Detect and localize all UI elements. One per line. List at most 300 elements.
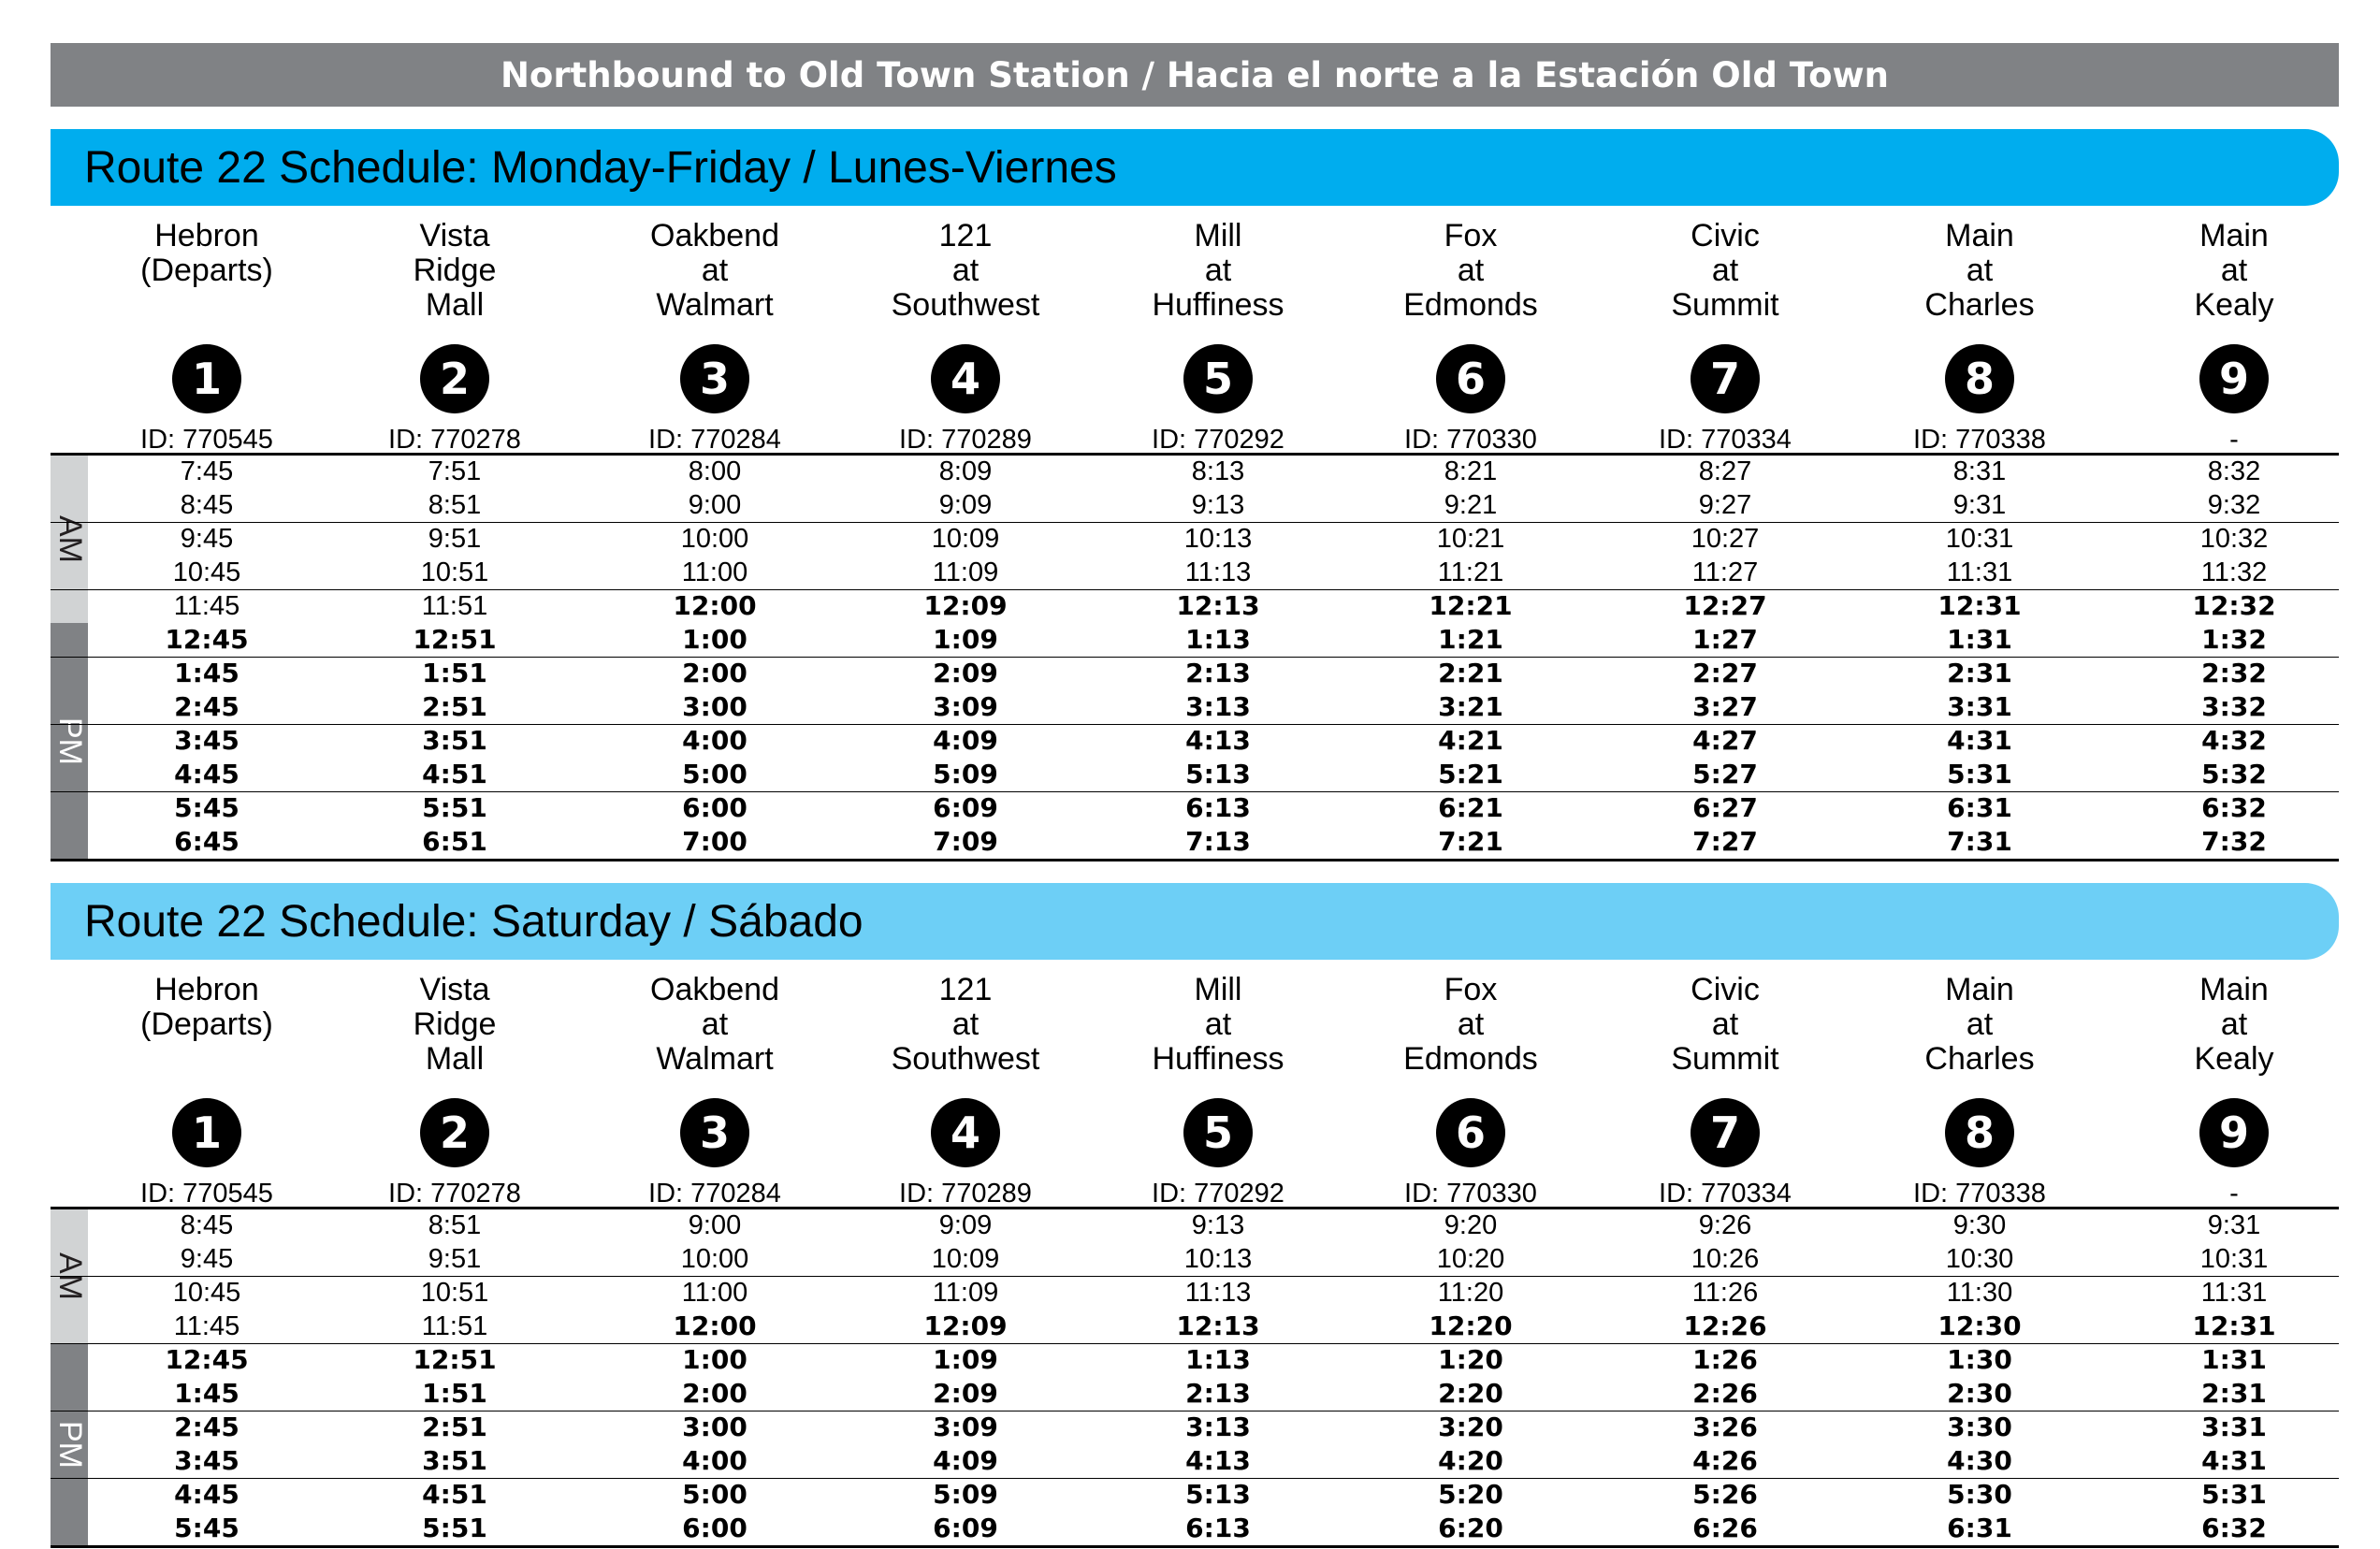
time-cell: 1:13 bbox=[1185, 1344, 1251, 1375]
stop-column-header bbox=[1858, 218, 2101, 455]
time-cell: 1:30 bbox=[1947, 1344, 2012, 1375]
time-cell: 10:51 bbox=[420, 1278, 489, 1308]
time-cell: 6:27 bbox=[1692, 792, 1758, 823]
stop-name bbox=[844, 219, 1087, 336]
time-cell: 3:45 bbox=[174, 725, 239, 756]
time-cell: 5:31 bbox=[2201, 1479, 2267, 1510]
stop-column-header bbox=[844, 972, 1087, 1209]
stop-column-header bbox=[593, 218, 836, 455]
stop-id: ID: 770338 bbox=[1913, 425, 2046, 455]
time-cell: 9:30 bbox=[1952, 1210, 2007, 1240]
stop-name bbox=[1096, 973, 1340, 1090]
time-cell: 1:51 bbox=[422, 1378, 487, 1409]
stop-name bbox=[593, 973, 836, 1090]
time-cell: 4:30 bbox=[1947, 1445, 2012, 1476]
time-cell: 8:13 bbox=[1191, 456, 1245, 486]
time-cell: 11:26 bbox=[1691, 1278, 1759, 1308]
time-cell: 1:00 bbox=[682, 1344, 747, 1375]
stop-id: ID: 770334 bbox=[1659, 1179, 1792, 1209]
stop-id: ID: 770289 bbox=[899, 1179, 1032, 1209]
stop-number-badge: 7 bbox=[1691, 1098, 1760, 1167]
stop-name-line: at bbox=[951, 253, 980, 288]
stop-column-header bbox=[333, 218, 576, 455]
time-cell: 10:32 bbox=[2199, 524, 2269, 554]
time-cell: 10:13 bbox=[1183, 524, 1253, 554]
stop-name bbox=[1858, 973, 2101, 1090]
stop-name-line: Walmart bbox=[656, 1041, 774, 1077]
time-cell: 9:51 bbox=[428, 1244, 482, 1274]
stop-name-line: Edmonds bbox=[1403, 1041, 1538, 1077]
stop-name-line: at bbox=[1711, 253, 1739, 288]
pm-band bbox=[51, 623, 88, 859]
stop-name-line: Mill bbox=[1194, 972, 1242, 1007]
stop-column-header bbox=[844, 218, 1087, 455]
stop-number-badge: 7 bbox=[1691, 344, 1760, 413]
time-cell: 12:51 bbox=[413, 624, 497, 655]
time-cell: 2:26 bbox=[1692, 1378, 1758, 1409]
time-cell: 9:13 bbox=[1191, 490, 1245, 520]
time-cell: 4:00 bbox=[682, 725, 747, 756]
time-cell: 9:09 bbox=[938, 490, 993, 520]
time-cell: 8:09 bbox=[938, 456, 993, 486]
stop-column-header bbox=[333, 972, 576, 1209]
time-cell: 10:09 bbox=[931, 1244, 1000, 1274]
stop-number-badge: 2 bbox=[420, 1098, 489, 1167]
stop-name bbox=[2112, 219, 2356, 336]
time-cell: 8:51 bbox=[428, 1210, 482, 1240]
schedule-table bbox=[51, 455, 2339, 862]
stop-id: ID: 770284 bbox=[648, 1179, 781, 1209]
time-cell: 2:00 bbox=[682, 658, 747, 688]
time-cell: 10:21 bbox=[1436, 524, 1505, 554]
stop-name-line: Mall bbox=[425, 1041, 485, 1077]
time-cell: 1:09 bbox=[933, 624, 998, 655]
stop-name-line: Kealy bbox=[2194, 1041, 2274, 1077]
stop-name-line: Main bbox=[1945, 972, 2014, 1007]
stop-name-line: Mall bbox=[425, 287, 485, 323]
time-cell: 11:51 bbox=[421, 1311, 488, 1341]
stop-name bbox=[85, 973, 328, 1090]
time-cell: 5:30 bbox=[1947, 1479, 2012, 1510]
time-cell: 6:09 bbox=[933, 792, 998, 823]
schedule-title: Route 22 Schedule: Monday-Friday / Lunes-Viernes bbox=[84, 142, 1117, 193]
time-cell: 9:45 bbox=[180, 1244, 234, 1274]
stop-name-line: at bbox=[1711, 1006, 1739, 1042]
time-cell: 12:00 bbox=[673, 1310, 757, 1341]
stop-column-header bbox=[2112, 972, 2356, 1209]
time-cell: 1:27 bbox=[1692, 624, 1758, 655]
stop-name-line: Southwest bbox=[891, 287, 1040, 323]
time-cell: 4:21 bbox=[1438, 725, 1503, 756]
time-cell: 5:13 bbox=[1185, 759, 1251, 789]
time-cell: 9:00 bbox=[688, 490, 742, 520]
time-cell: 9:51 bbox=[428, 524, 482, 554]
stop-number-badge: 5 bbox=[1183, 1098, 1253, 1167]
stop-number-badge: 8 bbox=[1945, 344, 2014, 413]
time-cell: 8:32 bbox=[2207, 456, 2261, 486]
stop-name-line: Oakbend bbox=[650, 218, 779, 253]
stop-id: ID: 770545 bbox=[140, 1179, 273, 1209]
time-cell: 5:13 bbox=[1185, 1479, 1251, 1510]
time-cell: 11:20 bbox=[1437, 1278, 1504, 1308]
stop-number-badge: 4 bbox=[931, 1098, 1000, 1167]
time-cell: 3:20 bbox=[1438, 1411, 1503, 1442]
stop-name-line: (Departs) bbox=[140, 253, 273, 288]
stop-name-line: Mill bbox=[1194, 218, 1242, 253]
stop-name bbox=[1604, 219, 1847, 336]
time-cell: 5:51 bbox=[422, 1513, 487, 1543]
time-cell: 2:51 bbox=[422, 1411, 487, 1442]
time-cell: 12:20 bbox=[1429, 1310, 1513, 1341]
time-cell: 2:27 bbox=[1692, 658, 1758, 688]
stop-name-line: Ridge bbox=[413, 1006, 497, 1042]
stop-name-line: Southwest bbox=[891, 1041, 1040, 1077]
direction-title: Northbound to Old Town Station / Hacia el norte a la Estación Old Town bbox=[500, 54, 1890, 95]
stop-name-line: at bbox=[1204, 253, 1232, 288]
stop-name-line: at bbox=[951, 1006, 980, 1042]
time-cell: 4:51 bbox=[422, 759, 487, 789]
time-cell: 11:13 bbox=[1184, 1278, 1252, 1308]
stop-id: ID: 770334 bbox=[1659, 425, 1792, 455]
time-cell: 4:13 bbox=[1185, 1445, 1251, 1476]
time-cell: 3:13 bbox=[1185, 1411, 1251, 1442]
stop-name bbox=[85, 219, 328, 336]
stop-number-badge: 4 bbox=[931, 344, 1000, 413]
stop-column-header bbox=[1096, 972, 1340, 1209]
stop-id: ID: 770284 bbox=[648, 425, 781, 455]
time-cell: 2:30 bbox=[1947, 1378, 2012, 1409]
stop-id: ID: 770292 bbox=[1152, 425, 1284, 455]
time-cell: 12:27 bbox=[1683, 590, 1767, 621]
time-cell: 2:45 bbox=[174, 1411, 239, 1442]
time-cell: 9:32 bbox=[2207, 490, 2261, 520]
stop-number-badge: 1 bbox=[172, 344, 241, 413]
direction-banner bbox=[51, 43, 2339, 107]
time-cell: 1:45 bbox=[174, 1378, 239, 1409]
am-label: AM bbox=[51, 1252, 88, 1300]
stop-name-line: Oakbend bbox=[650, 972, 779, 1007]
time-cell: 12:51 bbox=[413, 1344, 497, 1375]
time-cell: 7:00 bbox=[682, 826, 747, 857]
time-cell: 2:09 bbox=[933, 1378, 998, 1409]
time-cell: 4:20 bbox=[1438, 1445, 1503, 1476]
stop-column-header bbox=[2112, 218, 2356, 455]
stop-name-line: Summit bbox=[1671, 287, 1779, 323]
time-cell: 11:31 bbox=[2200, 1278, 2268, 1308]
time-cell: 2:00 bbox=[682, 1378, 747, 1409]
stop-column-header bbox=[593, 972, 836, 1209]
stop-name-line: Edmonds bbox=[1403, 287, 1538, 323]
time-cell: 10:27 bbox=[1691, 524, 1760, 554]
time-cell: 3:00 bbox=[682, 1411, 747, 1442]
time-cell: 5:21 bbox=[1438, 759, 1503, 789]
stop-name-line: Hebron bbox=[154, 972, 259, 1007]
time-cell: 5:20 bbox=[1438, 1479, 1503, 1510]
stop-id: ID: 770278 bbox=[388, 1179, 521, 1209]
time-cell: 2:32 bbox=[2201, 658, 2267, 688]
time-cell: 5:26 bbox=[1692, 1479, 1758, 1510]
time-cell: 11:00 bbox=[681, 557, 748, 587]
time-cell: 12:45 bbox=[165, 1344, 249, 1375]
schedule-title: Route 22 Schedule: Saturday / Sábado bbox=[84, 896, 863, 947]
stop-name-line: 121 bbox=[938, 218, 993, 253]
time-cell: 6:32 bbox=[2201, 792, 2267, 823]
time-cell: 10:20 bbox=[1436, 1244, 1505, 1274]
stop-number-badge: 8 bbox=[1945, 1098, 2014, 1167]
stop-name-line: Main bbox=[2199, 972, 2269, 1007]
stop-column-header bbox=[1604, 972, 1847, 1209]
stop-id: ID: 770278 bbox=[388, 425, 521, 455]
time-cell: 10:00 bbox=[680, 1244, 749, 1274]
time-cell: 10:00 bbox=[680, 524, 749, 554]
time-cell: 2:09 bbox=[933, 658, 998, 688]
time-cell: 10:31 bbox=[2199, 1244, 2269, 1274]
stop-name-line: Main bbox=[1945, 218, 2014, 253]
stop-name-line: Charles bbox=[1924, 1041, 2035, 1077]
time-cell: 3:30 bbox=[1947, 1411, 2012, 1442]
time-cell: 12:31 bbox=[2192, 1310, 2276, 1341]
time-cell: 6:09 bbox=[933, 1513, 998, 1543]
schedule-title-bar bbox=[51, 129, 2339, 206]
time-cell: 4:45 bbox=[174, 1479, 239, 1510]
stop-number-badge: 9 bbox=[2199, 344, 2269, 413]
stop-name bbox=[1349, 973, 1592, 1090]
time-cell: 10:51 bbox=[420, 557, 489, 587]
time-cell: 4:31 bbox=[1947, 725, 2012, 756]
stop-name bbox=[333, 219, 576, 336]
time-cell: 7:21 bbox=[1438, 826, 1503, 857]
time-cell: 3:51 bbox=[422, 1445, 487, 1476]
time-cell: 7:51 bbox=[428, 456, 482, 486]
time-cell: 11:21 bbox=[1437, 557, 1504, 587]
time-cell: 6:00 bbox=[682, 1513, 747, 1543]
time-cell: 8:00 bbox=[688, 456, 742, 486]
time-cell: 9:20 bbox=[1444, 1210, 1498, 1240]
time-cell: 10:26 bbox=[1691, 1244, 1760, 1274]
time-cell: 5:45 bbox=[174, 792, 239, 823]
time-cell: 7:13 bbox=[1185, 826, 1251, 857]
time-cell: 11:45 bbox=[173, 591, 240, 621]
time-cell: 6:13 bbox=[1185, 792, 1251, 823]
time-cell: 10:09 bbox=[931, 524, 1000, 554]
schedule-section-weekday bbox=[0, 129, 2380, 868]
pm-band bbox=[51, 1343, 88, 1545]
stop-name-line: at bbox=[2220, 1006, 2248, 1042]
time-cell: 12:09 bbox=[923, 590, 1008, 621]
stop-name-line: at bbox=[701, 1006, 729, 1042]
time-cell: 3:31 bbox=[2201, 1411, 2267, 1442]
stop-name-line: Civic bbox=[1691, 218, 1760, 253]
stop-name-line: Kealy bbox=[2194, 287, 2274, 323]
stop-number-badge: 3 bbox=[680, 344, 749, 413]
stop-name-line: Charles bbox=[1924, 287, 2035, 323]
stop-name-line: at bbox=[1966, 253, 1994, 288]
time-cell: 8:51 bbox=[428, 490, 482, 520]
stop-column-header bbox=[1096, 218, 1340, 455]
stop-name-line: Summit bbox=[1671, 1041, 1779, 1077]
stop-name-line: Ridge bbox=[413, 253, 497, 288]
stop-name-line: Civic bbox=[1691, 972, 1760, 1007]
time-cell: 1:21 bbox=[1438, 624, 1503, 655]
time-cell: 11:27 bbox=[1691, 557, 1759, 587]
time-cell: 12:26 bbox=[1683, 1310, 1767, 1341]
time-cell: 11:09 bbox=[932, 1278, 999, 1308]
time-cell: 11:30 bbox=[1946, 1278, 2013, 1308]
time-cell: 11:13 bbox=[1184, 557, 1252, 587]
time-cell: 12:32 bbox=[2192, 590, 2276, 621]
stop-id: ID: 770338 bbox=[1913, 1179, 2046, 1209]
stop-name bbox=[333, 973, 576, 1090]
time-cell: 10:45 bbox=[172, 557, 241, 587]
stop-column-header bbox=[85, 218, 328, 455]
time-cell: 10:30 bbox=[1945, 1244, 2014, 1274]
time-cell: 12:13 bbox=[1176, 590, 1260, 621]
time-cell: 5:51 bbox=[422, 792, 487, 823]
stop-column-header bbox=[1349, 218, 1592, 455]
stop-name-line: Huffiness bbox=[1152, 287, 1284, 323]
time-cell: 5:00 bbox=[682, 1479, 747, 1510]
stop-name-line: at bbox=[1204, 1006, 1232, 1042]
time-cell: 8:27 bbox=[1698, 456, 1752, 486]
table-bottom-rule bbox=[51, 1545, 2339, 1548]
time-cell: 9:31 bbox=[1952, 490, 2007, 520]
stop-id: - bbox=[2229, 1179, 2239, 1209]
stop-name-line: Vista bbox=[419, 972, 490, 1007]
time-cell: 4:51 bbox=[422, 1479, 487, 1510]
time-cell: 9:45 bbox=[180, 524, 234, 554]
stop-name-line: at bbox=[2220, 253, 2248, 288]
time-cell: 2:13 bbox=[1185, 658, 1251, 688]
time-cell: 12:30 bbox=[1937, 1310, 2022, 1341]
time-cell: 10:31 bbox=[1945, 524, 2014, 554]
time-cell: 6:20 bbox=[1438, 1513, 1503, 1543]
stop-number-badge: 9 bbox=[2199, 1098, 2269, 1167]
time-cell: 3:45 bbox=[174, 1445, 239, 1476]
stop-name-line: at bbox=[701, 253, 729, 288]
time-cell: 4:09 bbox=[933, 1445, 998, 1476]
stop-column-header bbox=[85, 972, 328, 1209]
stop-number-badge: 1 bbox=[172, 1098, 241, 1167]
stop-column-header bbox=[1858, 972, 2101, 1209]
time-cell: 12:31 bbox=[1937, 590, 2022, 621]
time-cell: 6:31 bbox=[1947, 1513, 2012, 1543]
stop-id: ID: 770292 bbox=[1152, 1179, 1284, 1209]
time-cell: 2:31 bbox=[1947, 658, 2012, 688]
time-cell: 4:45 bbox=[174, 759, 239, 789]
stop-name-line: at bbox=[1457, 253, 1485, 288]
stop-id: ID: 770545 bbox=[140, 425, 273, 455]
time-cell: 1:26 bbox=[1692, 1344, 1758, 1375]
time-cell: 8:45 bbox=[180, 1210, 234, 1240]
time-cell: 6:13 bbox=[1185, 1513, 1251, 1543]
time-cell: 4:27 bbox=[1692, 725, 1758, 756]
time-cell: 7:45 bbox=[180, 456, 234, 486]
time-cell: 11:45 bbox=[173, 1311, 240, 1341]
stop-name-line: Fox bbox=[1444, 972, 1498, 1007]
time-cell: 6:31 bbox=[1947, 792, 2012, 823]
time-cell: 2:51 bbox=[422, 691, 487, 722]
time-cell: 3:31 bbox=[1947, 691, 2012, 722]
time-cell: 9:26 bbox=[1698, 1210, 1752, 1240]
time-cell: 3:13 bbox=[1185, 691, 1251, 722]
time-cell: 12:00 bbox=[673, 590, 757, 621]
schedule-title-bar bbox=[51, 883, 2339, 960]
stop-name bbox=[844, 973, 1087, 1090]
time-cell: 1:31 bbox=[1947, 624, 2012, 655]
am-band bbox=[51, 455, 88, 623]
stop-name bbox=[593, 219, 836, 336]
time-cell: 7:32 bbox=[2201, 826, 2267, 857]
stop-number-badge: 6 bbox=[1436, 344, 1505, 413]
stop-name-line: Main bbox=[2199, 218, 2269, 253]
stop-name bbox=[2112, 973, 2356, 1090]
stop-name-line: Huffiness bbox=[1152, 1041, 1284, 1077]
stop-id: ID: 770330 bbox=[1404, 425, 1537, 455]
time-cell: 9:13 bbox=[1191, 1210, 1245, 1240]
time-cell: 8:31 bbox=[1952, 456, 2007, 486]
time-cell: 7:09 bbox=[933, 826, 998, 857]
stop-name-line: Fox bbox=[1444, 218, 1498, 253]
pm-label: PM bbox=[51, 717, 88, 765]
time-cell: 2:45 bbox=[174, 691, 239, 722]
time-cell: 6:00 bbox=[682, 792, 747, 823]
time-cell: 3:09 bbox=[933, 691, 998, 722]
time-cell: 7:27 bbox=[1692, 826, 1758, 857]
time-cell: 11:09 bbox=[932, 557, 999, 587]
time-cell: 5:09 bbox=[933, 1479, 998, 1510]
time-cell: 10:45 bbox=[172, 1278, 241, 1308]
time-cell: 1:31 bbox=[2201, 1344, 2267, 1375]
time-cell: 5:32 bbox=[2201, 759, 2267, 789]
stop-id: ID: 770330 bbox=[1404, 1179, 1537, 1209]
time-cell: 1:13 bbox=[1185, 624, 1251, 655]
time-cell: 11:32 bbox=[2200, 557, 2268, 587]
pm-label: PM bbox=[51, 1420, 88, 1469]
time-cell: 6:51 bbox=[422, 826, 487, 857]
time-cell: 2:21 bbox=[1438, 658, 1503, 688]
time-cell: 4:09 bbox=[933, 725, 998, 756]
time-cell: 1:00 bbox=[682, 624, 747, 655]
time-cell: 3:09 bbox=[933, 1411, 998, 1442]
time-cell: 4:32 bbox=[2201, 725, 2267, 756]
time-cell: 11:00 bbox=[681, 1278, 748, 1308]
stop-name-line: Vista bbox=[419, 218, 490, 253]
stop-number-badge: 6 bbox=[1436, 1098, 1505, 1167]
time-cell: 5:27 bbox=[1692, 759, 1758, 789]
time-cell: 1:51 bbox=[422, 658, 487, 688]
time-cell: 12:09 bbox=[923, 1310, 1008, 1341]
time-cell: 6:32 bbox=[2201, 1513, 2267, 1543]
time-cell: 4:13 bbox=[1185, 725, 1251, 756]
table-bottom-rule bbox=[51, 859, 2339, 861]
time-cell: 12:21 bbox=[1429, 590, 1513, 621]
schedule-section-saturday bbox=[0, 883, 2380, 1543]
schedule-table bbox=[51, 1209, 2339, 1549]
time-cell: 5:45 bbox=[174, 1513, 239, 1543]
am-label: AM bbox=[51, 514, 88, 563]
stop-name bbox=[1858, 219, 2101, 336]
time-cell: 8:45 bbox=[180, 490, 234, 520]
time-cell: 9:27 bbox=[1698, 490, 1752, 520]
stop-id: - bbox=[2229, 425, 2239, 455]
time-cell: 6:26 bbox=[1692, 1513, 1758, 1543]
time-cell: 1:09 bbox=[933, 1344, 998, 1375]
stop-id: ID: 770289 bbox=[899, 425, 1032, 455]
time-cell: 9:09 bbox=[938, 1210, 993, 1240]
time-cell: 2:20 bbox=[1438, 1378, 1503, 1409]
time-cell: 5:31 bbox=[1947, 759, 2012, 789]
time-cell: 1:32 bbox=[2201, 624, 2267, 655]
